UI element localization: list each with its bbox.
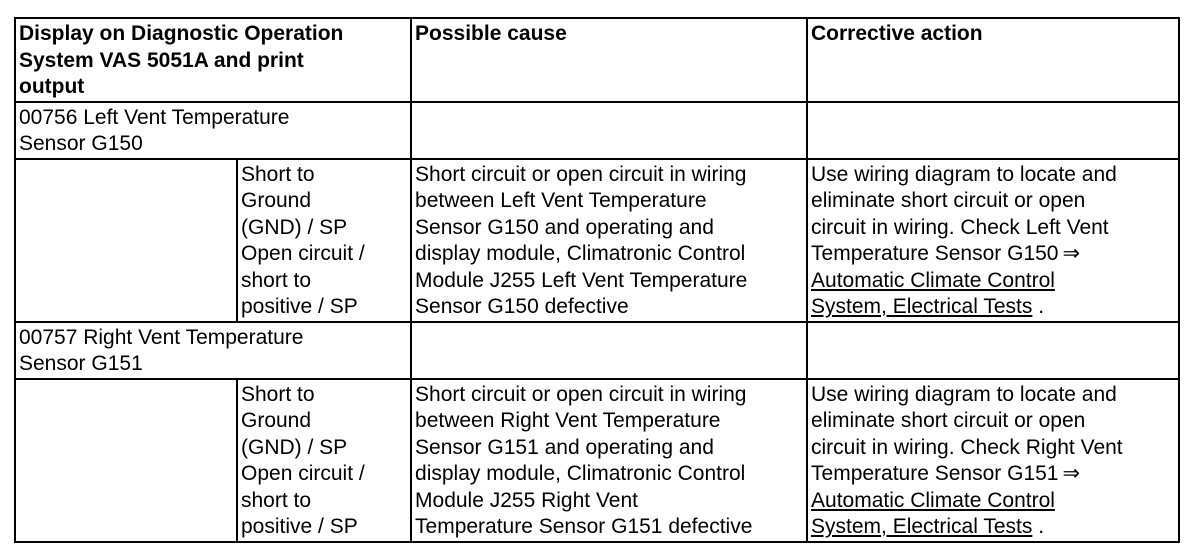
action-line-text: Temperature Sensor G151	[811, 462, 1059, 485]
fault-type-line: Open circuit /	[241, 462, 365, 485]
action-line: circuit in wiring. Check Right Vent	[811, 435, 1123, 459]
cause-line: Sensor G151 and operating and	[415, 435, 714, 459]
empty-cell	[15, 159, 237, 322]
fault-code-row	[15, 102, 1179, 159]
fault-type-line: short to	[241, 268, 312, 292]
cause-line: display module, Climatronic Control	[415, 242, 746, 265]
possible-cause-cell	[411, 379, 807, 542]
fault-type-line: positive / SP	[241, 295, 358, 318]
fault-type-line: (GND) / SP	[241, 435, 348, 459]
action-line: Use wiring diagram to locate and	[811, 162, 1117, 186]
cause-line: display module, Climatronic Control	[415, 462, 746, 485]
fault-type-cell	[237, 159, 411, 322]
action-line-text: Temperature Sensor G150	[811, 242, 1059, 265]
cause-line: Sensor G150 and operating and	[415, 215, 714, 239]
header-row	[15, 18, 1179, 102]
cause-line: between Left Vent Temperature	[415, 189, 707, 212]
possible-cause-cell	[411, 159, 807, 322]
header-possible-cause: Possible cause	[411, 18, 807, 102]
action-line: Use wiring diagram to locate and	[811, 382, 1117, 406]
action-line	[811, 241, 1176, 268]
header-display	[15, 18, 411, 102]
action-line	[811, 514, 1176, 541]
empty-cell	[411, 322, 807, 379]
cause-line: Sensor G150 defective	[415, 295, 629, 318]
trailing-period: .	[1032, 515, 1045, 538]
action-line	[811, 294, 1176, 321]
fault-detail-row	[15, 159, 1179, 322]
fault-type-line: Open circuit /	[241, 242, 365, 265]
electrical-tests-link[interactable]: System, Electrical Tests	[811, 295, 1033, 318]
fault-type-line: Short to	[241, 382, 315, 406]
fault-code-line: Sensor G150	[19, 132, 143, 155]
fault-type-line: short to	[241, 488, 312, 512]
cause-line: Temperature Sensor G151 defective	[415, 515, 753, 538]
diagnostic-fault-table	[14, 17, 1180, 543]
electrical-tests-link[interactable]: Automatic Climate Control	[811, 268, 1055, 292]
cause-line: Module J255 Left Vent Temperature	[415, 268, 748, 292]
trailing-period: .	[1032, 295, 1045, 318]
corrective-action-cell	[807, 159, 1179, 322]
cause-line: Short circuit or open circuit in wiring	[415, 382, 747, 406]
empty-cell	[807, 322, 1179, 379]
fault-type-cell	[237, 379, 411, 542]
fault-type-line: Ground	[241, 409, 312, 432]
action-line: eliminate short circuit or open	[811, 189, 1086, 212]
action-line: circuit in wiring. Check Left Vent	[811, 215, 1109, 239]
arrow-right-icon: ⇒	[1062, 242, 1081, 265]
fault-type-line: Short to	[241, 162, 315, 186]
fault-code-line: 00756 Left Vent Temperature	[19, 105, 290, 129]
fault-type-line: (GND) / SP	[241, 215, 348, 239]
fault-code-cell	[15, 322, 411, 379]
arrow-right-icon: ⇒	[1062, 462, 1081, 485]
fault-code-line: 00757 Right Vent Temperature	[19, 325, 304, 349]
fault-type-line: Ground	[241, 189, 312, 212]
empty-cell	[15, 379, 237, 542]
cause-line: between Right Vent Temperature	[415, 409, 721, 432]
fault-type-line: positive / SP	[241, 515, 358, 538]
header-display-line: output	[19, 75, 85, 98]
diagnostic-table-container	[14, 17, 1180, 543]
action-line	[811, 461, 1176, 488]
header-corrective-action: Corrective action	[807, 18, 1179, 102]
cause-line: Module J255 Right Vent	[415, 488, 638, 512]
fault-detail-row	[15, 379, 1179, 542]
fault-code-row	[15, 322, 1179, 379]
action-line: eliminate short circuit or open	[811, 409, 1086, 432]
cause-line: Short circuit or open circuit in wiring	[415, 162, 747, 186]
fault-code-line: Sensor G151	[19, 352, 143, 375]
header-display-line: Display on Diagnostic Operation	[19, 22, 344, 45]
fault-code-cell	[15, 102, 411, 159]
electrical-tests-link[interactable]: System, Electrical Tests	[811, 515, 1033, 538]
header-display-line: System VAS 5051A and print	[19, 48, 304, 72]
empty-cell	[807, 102, 1179, 159]
electrical-tests-link[interactable]: Automatic Climate Control	[811, 488, 1055, 512]
empty-cell	[411, 102, 807, 159]
corrective-action-cell	[807, 379, 1179, 542]
